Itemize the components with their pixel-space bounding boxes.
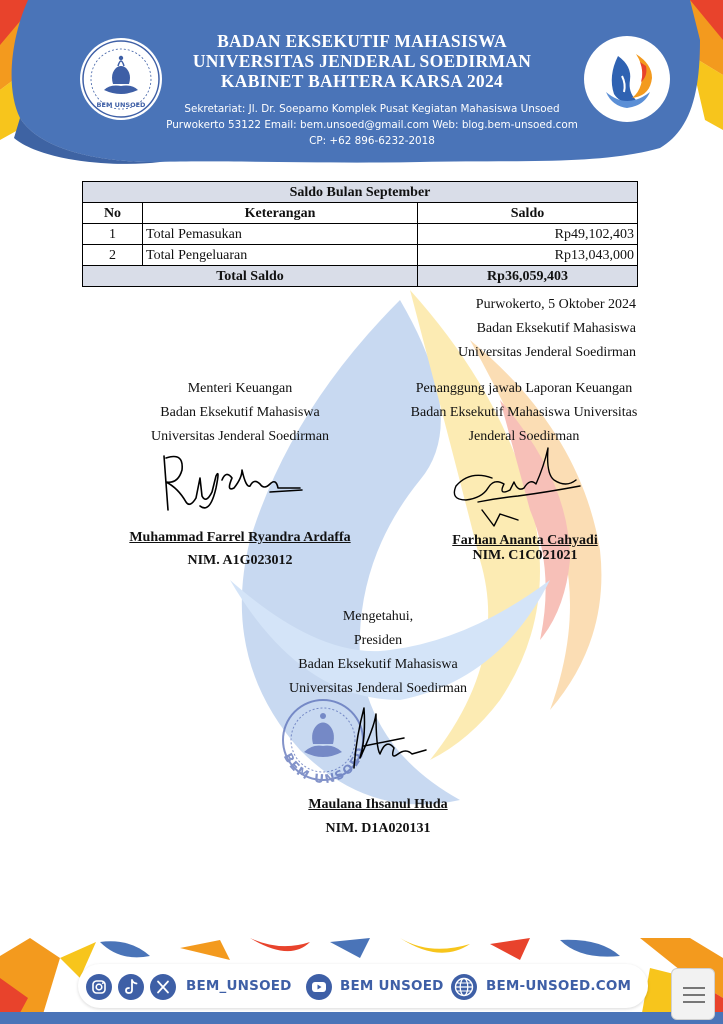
table-row [83,224,638,245]
letterhead [0,0,723,165]
center-signatory-university: Universitas Jenderal Soedirman [288,681,468,696]
instagram-icon[interactable] [86,974,112,1000]
stamp-lettering: BEM UNSOED [280,744,368,787]
menu-button[interactable] [671,968,715,1020]
column-header-keterangan: Keterangan [143,203,418,224]
social-handle[interactable]: BEM_UNSOED [186,978,292,994]
right-signatory-name: Farhan Ananta Cahyadi [452,533,598,548]
tiktok-icon[interactable] [118,974,144,1000]
right-signature [448,440,588,530]
right-signatory-org: Badan Eksekutif Mahasiswa Universitas [410,405,638,420]
youtube-icon[interactable] [306,974,332,1000]
university-name: UNIVERSITAS JENDERAL SOEDIRMAN [192,51,532,71]
menu-line [683,987,705,989]
website-link[interactable]: BEM-UNSOED.COM [486,978,632,994]
place-date: Purwokerto, 5 Oktober 2024 [475,297,636,312]
place-date-university: Universitas Jenderal Soedirman [457,345,636,360]
center-signatory-nim: NIM. D1A020131 [325,821,431,836]
cabinet-logo [584,36,670,122]
left-signatory-name: Muhammad Farrel Ryandra Ardaffa [129,530,351,545]
total-value: Rp36,059,403 [418,266,638,287]
place-date-org: Badan Eksekutif Mahasiswa [476,321,636,336]
left-signatory-role: Menteri Keuangan [187,381,293,396]
right-signatory-university: Jenderal Soedirman [468,429,580,444]
total-row [83,266,638,287]
center-signatory-name: Maulana Ihsanul Huda [308,797,448,812]
menu-line [683,1001,705,1003]
right-signatory-role: Penanggung jawab Laporan Keuangan [415,381,633,396]
left-signatory-university: Universitas Jenderal Soedirman [150,429,330,444]
acknowledged-label: Mengetahui, [342,609,414,624]
center-signatory-role: Presiden [353,633,403,648]
cabinet-name: KABINET BAHTERA KARSA 2024 [220,71,504,91]
total-label: Total Saldo [83,266,418,287]
logo-lettering: BEM UNSOED [96,101,146,109]
row-keterangan: Total Pengeluaran [143,245,418,266]
row-saldo: Rp13,043,000 [418,245,638,266]
org-name: BADAN EKSEKUTIF MAHASISWA [217,31,507,51]
row-keterangan: Total Pemasukan [143,224,418,245]
menu-line [683,994,705,996]
left-signature [150,448,310,520]
row-no: 1 [83,224,143,245]
contact-line: Purwokerto 53122 Email: bem.unsoed@gmail.com Web: blog.bem-unsoed.com [166,119,578,131]
center-signatory-org: Badan Eksekutif Mahasiswa [298,657,458,672]
center-signature [334,698,434,778]
address-line: Sekretariat: Jl. Dr. Soeparno Komplek Pusat Kegiatan Mahasiswa Unsoed [184,103,560,115]
x-icon[interactable] [150,974,176,1000]
row-saldo: Rp49,102,403 [418,224,638,245]
row-no: 2 [83,245,143,266]
table-title: Saldo Bulan September [83,182,638,203]
youtube-handle[interactable]: BEM UNSOED [340,978,444,994]
footer [0,938,723,1024]
left-signatory-org: Badan Eksekutif Mahasiswa [160,405,320,420]
left-signatory-nim: NIM. A1G023012 [187,553,293,568]
column-header-no: No [83,203,143,224]
phone-line: CP: +62 896-6232-2018 [309,135,435,147]
column-header-saldo: Saldo [418,203,638,224]
right-signatory-nim: NIM. C1C021021 [472,548,578,563]
balance-table [82,181,638,287]
globe-icon[interactable] [450,973,478,1001]
table-row [83,245,638,266]
